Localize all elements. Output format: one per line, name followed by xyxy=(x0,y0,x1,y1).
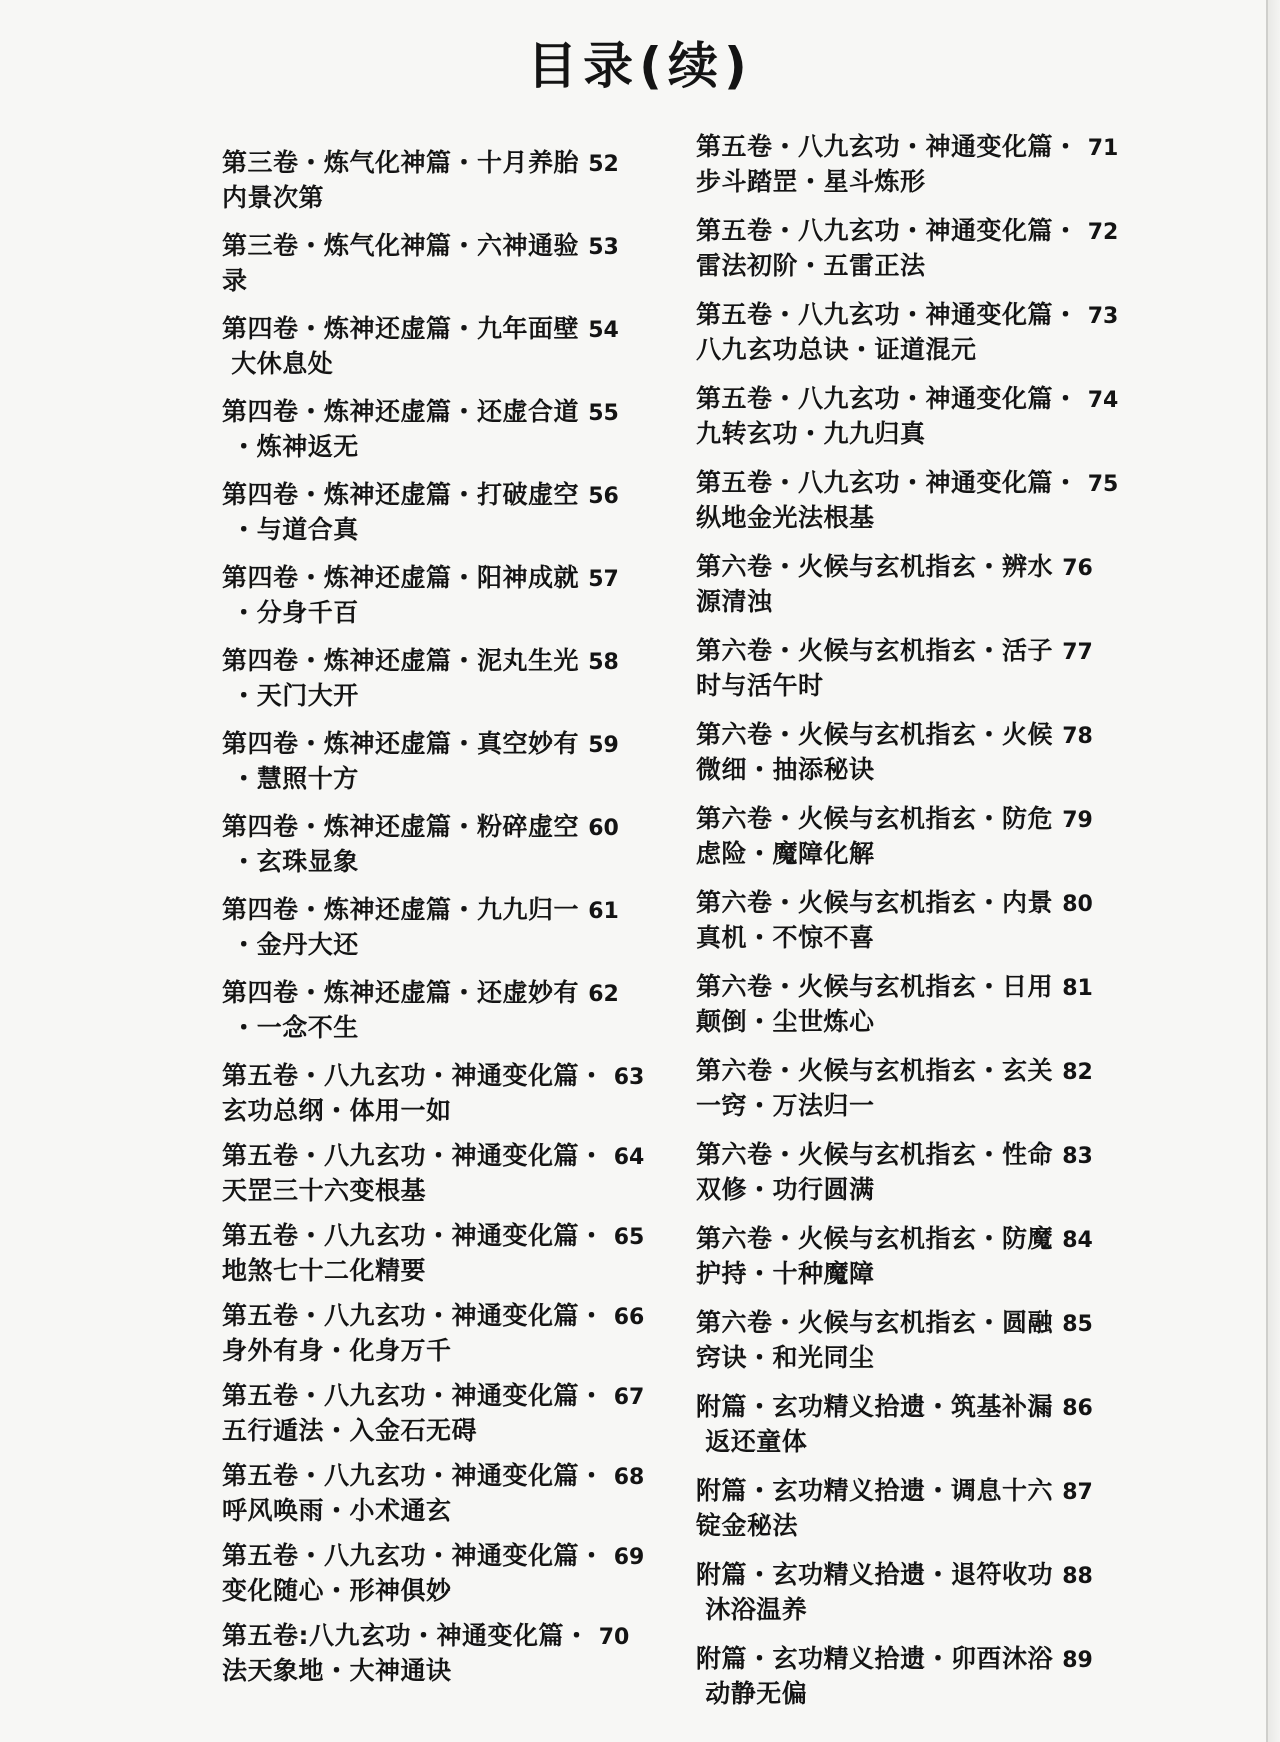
toc-entry-first-line xyxy=(222,561,642,596)
toc-entry xyxy=(696,382,1146,466)
toc-entry-title: 第四卷・炼神还虚篇・还虚妙有 xyxy=(222,978,580,1007)
toc-entry-title: 第六卷・火候与玄机指玄・活子 xyxy=(696,636,1054,665)
toc-entry xyxy=(696,1390,1146,1474)
toc-entry-page-number: 75 xyxy=(1087,472,1119,497)
toc-entry-title: 附篇・玄功精义拾遗・卯酉沐浴 xyxy=(696,1644,1054,1673)
toc-entry-continuation: ・炼神返无 xyxy=(222,432,359,461)
toc-entry-continuation: 内景次第 xyxy=(222,183,325,212)
toc-entry-page-number: 68 xyxy=(613,1465,645,1490)
toc-entry-page-number: 81 xyxy=(1062,976,1093,1001)
toc-entry-continuation: 窍诀・和光同尘 xyxy=(696,1343,875,1372)
toc-entry-title: 第五卷・八九玄功・神通变化篇・ xyxy=(222,1141,605,1170)
toc-entry-first-line xyxy=(696,298,1146,333)
toc-entry-first-line xyxy=(222,1379,645,1414)
toc-entry-continuation: 地煞七十二化精要 xyxy=(222,1256,427,1285)
toc-entry-title: 第四卷・炼神还虚篇・真空妙有 xyxy=(222,729,580,758)
toc-entry xyxy=(222,478,642,561)
toc-entry-first-line xyxy=(222,1299,645,1334)
toc-entry-first-line xyxy=(222,893,642,928)
toc-entry-page-number: 77 xyxy=(1062,640,1093,665)
toc-entry-first-line xyxy=(222,1139,645,1174)
toc-entry-continuation: ・天门大开 xyxy=(222,681,359,710)
toc-entry-continuation: 双修・功行圆满 xyxy=(696,1175,875,1204)
toc-entry-continuation: 时与活午时 xyxy=(696,671,824,700)
toc-entry-page-number: 52 xyxy=(588,152,619,177)
toc-entry xyxy=(222,1059,645,1139)
toc-entry-page-number: 73 xyxy=(1087,304,1119,329)
toc-entry-title: 附篇・玄功精义拾遗・调息十六 xyxy=(696,1476,1054,1505)
toc-entry-page-number: 84 xyxy=(1062,1228,1093,1253)
toc-entry-first-line xyxy=(222,1219,645,1254)
toc-entry xyxy=(696,718,1146,802)
toc-entry xyxy=(222,1219,645,1299)
toc-entry xyxy=(696,550,1146,634)
toc-entry-continuation: 沐浴温养 xyxy=(696,1595,808,1624)
toc-entry xyxy=(222,976,642,1059)
toc-entry-page-number: 78 xyxy=(1062,724,1093,749)
toc-entry-title: 第四卷・炼神还虚篇・打破虚空 xyxy=(222,480,580,509)
toc-entry-first-line xyxy=(222,1459,645,1494)
toc-entry-first-line xyxy=(222,312,642,347)
toc-entry-title: 第六卷・火候与玄机指玄・圆融 xyxy=(696,1308,1054,1337)
toc-entry-continuation: 变化随心・形神俱妙 xyxy=(222,1576,452,1605)
toc-entry-continuation: 大休息处 xyxy=(222,349,334,378)
toc-entry xyxy=(222,395,642,478)
toc-entry-continuation: 八九玄功总诀・证道混元 xyxy=(696,335,977,364)
toc-entry-first-line xyxy=(222,1539,645,1574)
toc-entry-title: 第六卷・火候与玄机指玄・防魔 xyxy=(696,1224,1054,1253)
toc-entry-title: 第四卷・炼神还虚篇・九九归一 xyxy=(222,895,580,924)
toc-entry-title: 第五卷・八九玄功・神通变化篇・ xyxy=(696,132,1079,161)
toc-entry-first-line xyxy=(696,1642,1146,1677)
toc-entry-first-line xyxy=(222,478,642,513)
toc-entry-first-line xyxy=(222,976,642,1011)
toc-entry-page-number: 83 xyxy=(1062,1144,1093,1169)
toc-entry-title: 第六卷・火候与玄机指玄・日用 xyxy=(696,972,1054,1001)
toc-entry-title: 第五卷・八九玄功・神通变化篇・ xyxy=(222,1461,605,1490)
toc-entry-first-line xyxy=(222,1059,645,1094)
toc-entry-page-number: 76 xyxy=(1062,556,1093,581)
toc-entry-page-number: 85 xyxy=(1062,1312,1093,1337)
toc-entry-first-line xyxy=(222,727,642,762)
toc-entry-continuation: ・慧照十方 xyxy=(222,764,359,793)
toc-entry xyxy=(222,1459,645,1539)
toc-entry-first-line xyxy=(222,229,642,264)
toc-entry-page-number: 74 xyxy=(1087,388,1119,413)
toc-entry-continuation: 身外有身・化身万千 xyxy=(222,1336,452,1365)
toc-entry xyxy=(696,298,1146,382)
toc-entry-first-line xyxy=(696,1390,1146,1425)
toc-entry-title: 第五卷・八九玄功・神通变化篇・ xyxy=(222,1221,605,1250)
toc-entry-title: 第五卷・八九玄功・神通变化篇・ xyxy=(222,1061,605,1090)
toc-entry-page-number: 60 xyxy=(588,816,619,841)
toc-entry-continuation: 颠倒・尘世炼心 xyxy=(696,1007,875,1036)
toc-entry xyxy=(696,802,1146,886)
toc-entry-first-line xyxy=(222,395,642,430)
toc-entry xyxy=(222,312,642,395)
toc-entry xyxy=(222,1139,645,1219)
toc-entry-page-number: 62 xyxy=(588,982,619,1007)
toc-entry-continuation: ・金丹大还 xyxy=(222,930,359,959)
toc-entry xyxy=(222,727,642,810)
toc-entry-first-line xyxy=(696,214,1146,249)
toc-entry-continuation: 源清浊 xyxy=(696,587,773,616)
toc-entry-page-number: 54 xyxy=(588,318,619,343)
toc-entry-first-line xyxy=(696,1474,1146,1509)
toc-entry-continuation: ・玄珠显象 xyxy=(222,847,359,876)
toc-entry-first-line xyxy=(696,970,1146,1005)
toc-entry-page-number: 58 xyxy=(588,650,619,675)
toc-entry-first-line xyxy=(696,382,1146,417)
toc-entry-continuation: ・与道合真 xyxy=(222,515,359,544)
toc-entry-continuation: ・分身千百 xyxy=(222,598,359,627)
toc-entry-title: 第五卷・八九玄功・神通变化篇・ xyxy=(222,1301,605,1330)
toc-entry-first-line xyxy=(696,130,1146,165)
toc-entry-continuation: ・一念不生 xyxy=(222,1013,359,1042)
toc-entry-continuation: 护持・十种魔障 xyxy=(696,1259,875,1288)
toc-entry xyxy=(696,1558,1146,1642)
toc-entry xyxy=(222,1619,642,1699)
toc-entry-continuation: 录 xyxy=(222,266,248,295)
toc-entry-title: 第五卷・八九玄功・神通变化篇・ xyxy=(696,300,1079,329)
toc-entry-continuation: 呼风唤雨・小术通玄 xyxy=(222,1496,452,1525)
toc-entry-continuation: 法天象地・大神通诀 xyxy=(222,1656,452,1685)
toc-entry-first-line xyxy=(696,718,1146,753)
toc-entry-title: 第五卷・八九玄功・神通变化篇・ xyxy=(696,216,1079,245)
toc-entry-first-line xyxy=(696,634,1146,669)
toc-left-column xyxy=(222,146,645,1699)
toc-entry-page-number: 67 xyxy=(613,1385,645,1410)
toc-entry xyxy=(222,810,642,893)
toc-entry xyxy=(222,644,642,727)
toc-entry-page-number: 88 xyxy=(1062,1564,1093,1589)
toc-entry xyxy=(222,146,642,229)
toc-entry-page-number: 63 xyxy=(613,1065,645,1090)
toc-entry xyxy=(696,1054,1146,1138)
toc-entry-page-number: 53 xyxy=(588,235,619,260)
toc-entry xyxy=(696,214,1146,298)
toc-entry xyxy=(696,970,1146,1054)
toc-entry xyxy=(696,886,1146,970)
toc-entry-first-line xyxy=(222,810,642,845)
toc-entry-page-number: 82 xyxy=(1062,1060,1093,1085)
toc-entry-title: 第五卷・八九玄功・神通变化篇・ xyxy=(222,1541,605,1570)
toc-entry-title: 第三卷・炼气化神篇・六神通验 xyxy=(222,231,580,260)
toc-entry xyxy=(222,1539,645,1619)
toc-entry-title: 第五卷・八九玄功・神通变化篇・ xyxy=(696,384,1079,413)
toc-entry-first-line xyxy=(696,1138,1146,1173)
toc-entry-title: 第四卷・炼神还虚篇・粉碎虚空 xyxy=(222,812,580,841)
toc-entry-title: 第四卷・炼神还虚篇・泥丸生光 xyxy=(222,646,580,675)
toc-entry-title: 第六卷・火候与玄机指玄・性命 xyxy=(696,1140,1054,1169)
toc-entry-continuation: 动静无偏 xyxy=(696,1679,808,1708)
toc-entry-first-line xyxy=(696,1306,1146,1341)
toc-entry xyxy=(696,1474,1146,1558)
toc-entry xyxy=(696,1306,1146,1390)
toc-entry-page-number: 65 xyxy=(613,1225,645,1250)
page-edge-shadow xyxy=(1268,0,1280,1742)
page-title: 目录(续) xyxy=(527,37,753,95)
toc-entry-continuation: 纵地金光法根基 xyxy=(696,503,875,532)
page-edge-line xyxy=(1266,0,1268,1742)
toc-entry xyxy=(696,1222,1146,1306)
toc-entry-title: 第六卷・火候与玄机指玄・辨水 xyxy=(696,552,1054,581)
toc-entry-page-number: 79 xyxy=(1062,808,1093,833)
toc-entry-first-line xyxy=(696,1222,1146,1257)
toc-entry xyxy=(696,634,1146,718)
toc-entry-title: 第六卷・火候与玄机指玄・内景 xyxy=(696,888,1054,917)
toc-entry-title: 第五卷:八九玄功・神通变化篇・ xyxy=(222,1621,590,1650)
toc-entry-continuation: 天罡三十六变根基 xyxy=(222,1176,427,1205)
toc-entry-title: 第五卷・八九玄功・神通变化篇・ xyxy=(696,468,1079,497)
toc-entry-page-number: 87 xyxy=(1062,1480,1093,1505)
toc-entry-page-number: 56 xyxy=(588,484,619,509)
toc-entry-title: 第四卷・炼神还虚篇・还虚合道 xyxy=(222,397,580,426)
toc-entry-page-number: 69 xyxy=(613,1545,645,1570)
toc-entry xyxy=(222,229,642,312)
toc-entry-title: 第五卷・八九玄功・神通变化篇・ xyxy=(222,1381,605,1410)
toc-entry xyxy=(696,1138,1146,1222)
toc-entry xyxy=(222,1379,645,1459)
toc-entry-page-number: 89 xyxy=(1062,1648,1093,1673)
toc-entry-title: 第三卷・炼气化神篇・十月养胎 xyxy=(222,148,580,177)
toc-entry-title: 第六卷・火候与玄机指玄・玄关 xyxy=(696,1056,1054,1085)
toc-entry xyxy=(222,561,642,644)
toc-entry-first-line xyxy=(696,466,1146,501)
toc-entry-page-number: 59 xyxy=(588,733,619,758)
toc-entry-first-line xyxy=(696,1054,1146,1089)
toc-entry-continuation: 虑险・魔障化解 xyxy=(696,839,875,868)
toc-entry-first-line xyxy=(696,550,1146,585)
toc-entry-page-number: 70 xyxy=(598,1625,630,1650)
toc-entry-title: 第四卷・炼神还虚篇・九年面壁 xyxy=(222,314,580,343)
toc-entry-page-number: 66 xyxy=(613,1305,645,1330)
toc-entry-continuation: 雷法初阶・五雷正法 xyxy=(696,251,926,280)
toc-entry xyxy=(696,466,1146,550)
toc-entry-title: 第六卷・火候与玄机指玄・火候 xyxy=(696,720,1054,749)
toc-entry xyxy=(696,130,1146,214)
toc-entry-title: 第六卷・火候与玄机指玄・防危 xyxy=(696,804,1054,833)
toc-right-column xyxy=(696,130,1146,1726)
toc-entry-page-number: 57 xyxy=(588,567,619,592)
toc-entry-continuation: 玄功总纲・体用一如 xyxy=(222,1096,452,1125)
toc-entry-title: 附篇・玄功精义拾遗・退符收功 xyxy=(696,1560,1054,1589)
toc-entry-first-line xyxy=(222,644,642,679)
toc-entry-continuation: 微细・抽添秘诀 xyxy=(696,755,875,784)
toc-entry-page-number: 80 xyxy=(1062,892,1093,917)
toc-entry xyxy=(696,1642,1146,1726)
toc-entry-title: 附篇・玄功精义拾遗・筑基补漏 xyxy=(696,1392,1054,1421)
toc-entry-first-line xyxy=(696,1558,1146,1593)
toc-entry-continuation: 一窍・万法归一 xyxy=(696,1091,875,1120)
toc-entry xyxy=(222,893,642,976)
toc-entry-page-number: 61 xyxy=(588,899,619,924)
toc-entry-page-number: 71 xyxy=(1087,136,1119,161)
toc-entry-page-number: 72 xyxy=(1087,220,1119,245)
toc-entry-continuation: 九转玄功・九九归真 xyxy=(696,419,926,448)
toc-entry-first-line xyxy=(222,1619,642,1654)
toc-entry-continuation: 真机・不惊不喜 xyxy=(696,923,875,952)
toc-entry-continuation: 锭金秘法 xyxy=(696,1511,799,1540)
toc-entry-continuation: 五行遁法・入金石无碍 xyxy=(222,1416,478,1445)
toc-entry-first-line xyxy=(696,802,1146,837)
toc-entry-page-number: 64 xyxy=(613,1145,645,1170)
toc-entry-page-number: 55 xyxy=(588,401,619,426)
toc-entry-page-number: 86 xyxy=(1062,1396,1093,1421)
toc-entry-first-line xyxy=(696,886,1146,921)
toc-entry-continuation: 步斗踏罡・星斗炼形 xyxy=(696,167,926,196)
toc-entry-continuation: 返还童体 xyxy=(696,1427,808,1456)
toc-entry-first-line xyxy=(222,146,642,181)
toc-entry xyxy=(222,1299,645,1379)
toc-entry-title: 第四卷・炼神还虚篇・阳神成就 xyxy=(222,563,580,592)
